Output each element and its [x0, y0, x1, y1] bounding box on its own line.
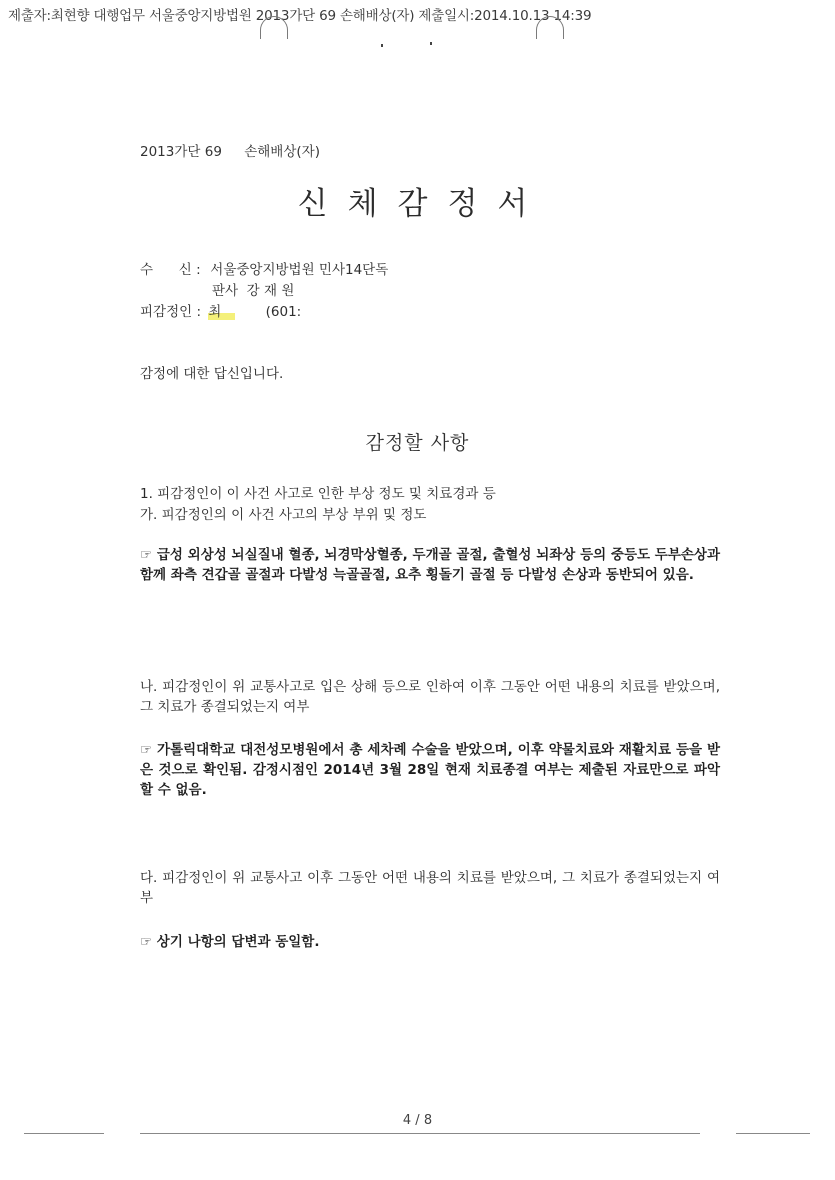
subject-name: 최: [208, 304, 235, 320]
scan-artifact-dot: [381, 44, 383, 47]
footer-rule-right: [736, 1133, 810, 1134]
item-1-sub: 가. 피감정인의 이 사건 사고의 부상 부위 및 정도: [140, 507, 427, 523]
document-title: 신체감정서: [297, 186, 548, 222]
footer-rule-left: [24, 1133, 104, 1134]
recipient-row: [140, 258, 388, 278]
page-number: 4 / 8: [402, 1113, 433, 1128]
scan-artifact-arc-right: [536, 16, 564, 39]
item-1-heading: 1. 피감정인이 이 사건 사고로 인한 부상 정도 및 치료경과 등: [140, 486, 496, 502]
recipient-label: 수 신 :: [140, 262, 201, 278]
footer-rule-main: [140, 1133, 700, 1134]
case-reference: [140, 140, 320, 160]
item-2-answer: ☞ 가톨릭대학교 대전성모병원에서 총 세차례 수술을 받았으며, 이후 약물치료와 재활치료 등을 받은 것으로 확인됨. 감정시점인 2014년 3월 28일 현재 치료종결 여부는 제출된 자료만으로 파악할 수 없음.: [140, 742, 720, 798]
item-1-answer: ☞ 급성 외상성 뇌실질내 혈종, 뇌경막상혈종, 두개골 골절, 출혈성 뇌좌상 등의 중등도 두부손상과 함께 좌측 견갑골 골절과 다발성 늑골골절, 요추 횡돌기 골절 등 다발성 손상과 동반되어 있음.: [140, 547, 720, 583]
subject-label: 피감정인 :: [140, 304, 202, 320]
section-title: 감정할 사항: [365, 432, 470, 454]
case-number: 2013가단 69: [140, 144, 222, 160]
submission-stamp: 제출자:최현향 대행업무 서울중앙지방법원 2013가단 69 손해배상(자) 제출일시:2014.10.13 14:39: [8, 8, 592, 24]
item-3-sub: 다. 피감정인이 위 교통사고 이후 그동안 어떤 내용의 치료를 받았으며, 그 치료가 종결되었는지 여부: [140, 870, 720, 906]
subject-row: [140, 300, 301, 320]
item-2-sub: 나. 피감정인이 위 교통사고로 입은 상해 등으로 인하여 이후 그동안 어떤 내용의 치료를 받았으며, 그 치료가 종결되었는지 여부: [140, 679, 720, 715]
subject-id: (601:: [265, 304, 302, 320]
judge-row: [212, 279, 294, 299]
recipient-judge: 판사 강 재 원: [212, 283, 295, 299]
recipient-court: 서울중앙지방법원 민사14단독: [210, 262, 389, 278]
case-type: 손해배상(자): [244, 144, 320, 160]
scan-artifact-dot: [430, 42, 432, 45]
item-3-answer: ☞ 상기 나항의 답변과 동일함.: [140, 934, 320, 950]
intro-text: 감정에 대한 답신입니다.: [140, 366, 284, 382]
scan-artifact-arc-left: [260, 16, 288, 39]
